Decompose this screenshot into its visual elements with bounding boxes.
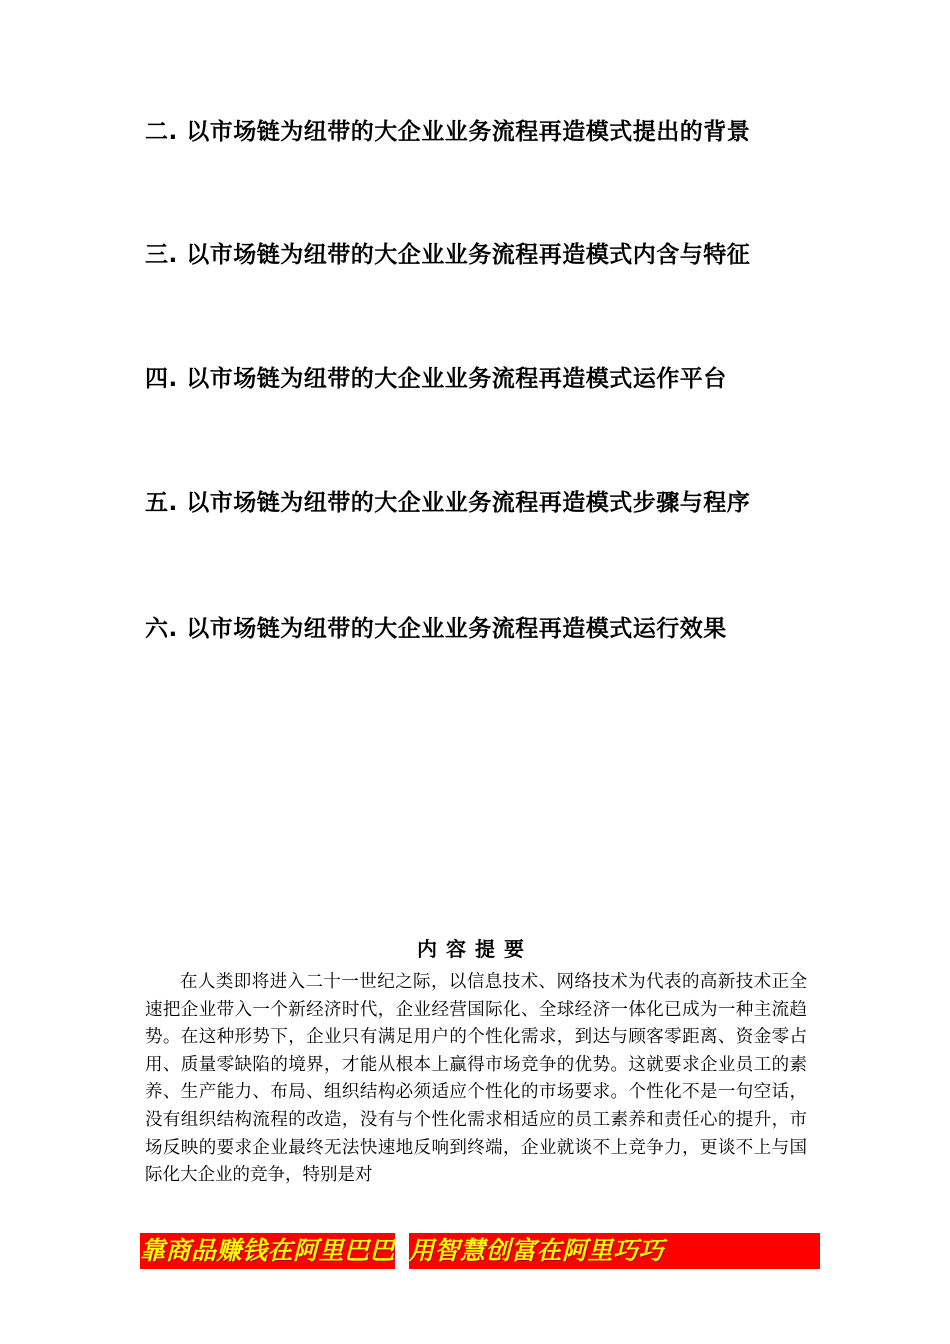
section-heading-3: 三. 以市场链为纽带的大企业业务流程再造模式内含与特征 [145, 242, 751, 268]
abstract-title: 内容提要 [417, 937, 533, 961]
ad-banner-divider [395, 1233, 409, 1269]
ad-banner-right-text[interactable]: 用智慧创富在阿里巧巧 [409, 1236, 665, 1265]
section-heading-4: 四. 以市场链为纽带的大企业业务流程再造模式运作平台 [145, 366, 727, 392]
section-heading-2: 二. 以市场链为纽带的大企业业务流程再造模式提出的背景 [145, 119, 751, 145]
abstract-body: 在人类即将进入二十一世纪之际，以信息技术、网络技术为代表的高新技术正全速把企业带入一个新经济时代，企业经营国际化、全球经济一体化已成为一种主流趋势。在这种形势下，企业只有满足用户的个性化需求，到达与顾客零距离、资金零占用、质量零缺陷的境界，才能从根本上赢得市场竞争的优势。这就要求企业员工的素养、生产能力、布局、组织结构必须适应个性化的市场要求。个性化不是一句空话，没有组织结构流程的改造，没有与个性化需求相适应的员工素养和责任心的提升，市场反映的要求企业最终无法快速地反响到终端，企业就谈不上竞争力，更谈不上与国际化大企业的竞争，特别是对 [145, 972, 807, 1186]
ad-banner-left-text[interactable]: 靠商品赚钱在阿里巴巴 [140, 1236, 396, 1265]
section-heading-6: 六. 以市场链为纽带的大企业业务流程再造模式运行效果 [145, 616, 727, 642]
section-heading-5: 五. 以市场链为纽带的大企业业务流程再造模式步骤与程序 [145, 490, 751, 516]
ad-banner[interactable] [140, 1233, 820, 1269]
